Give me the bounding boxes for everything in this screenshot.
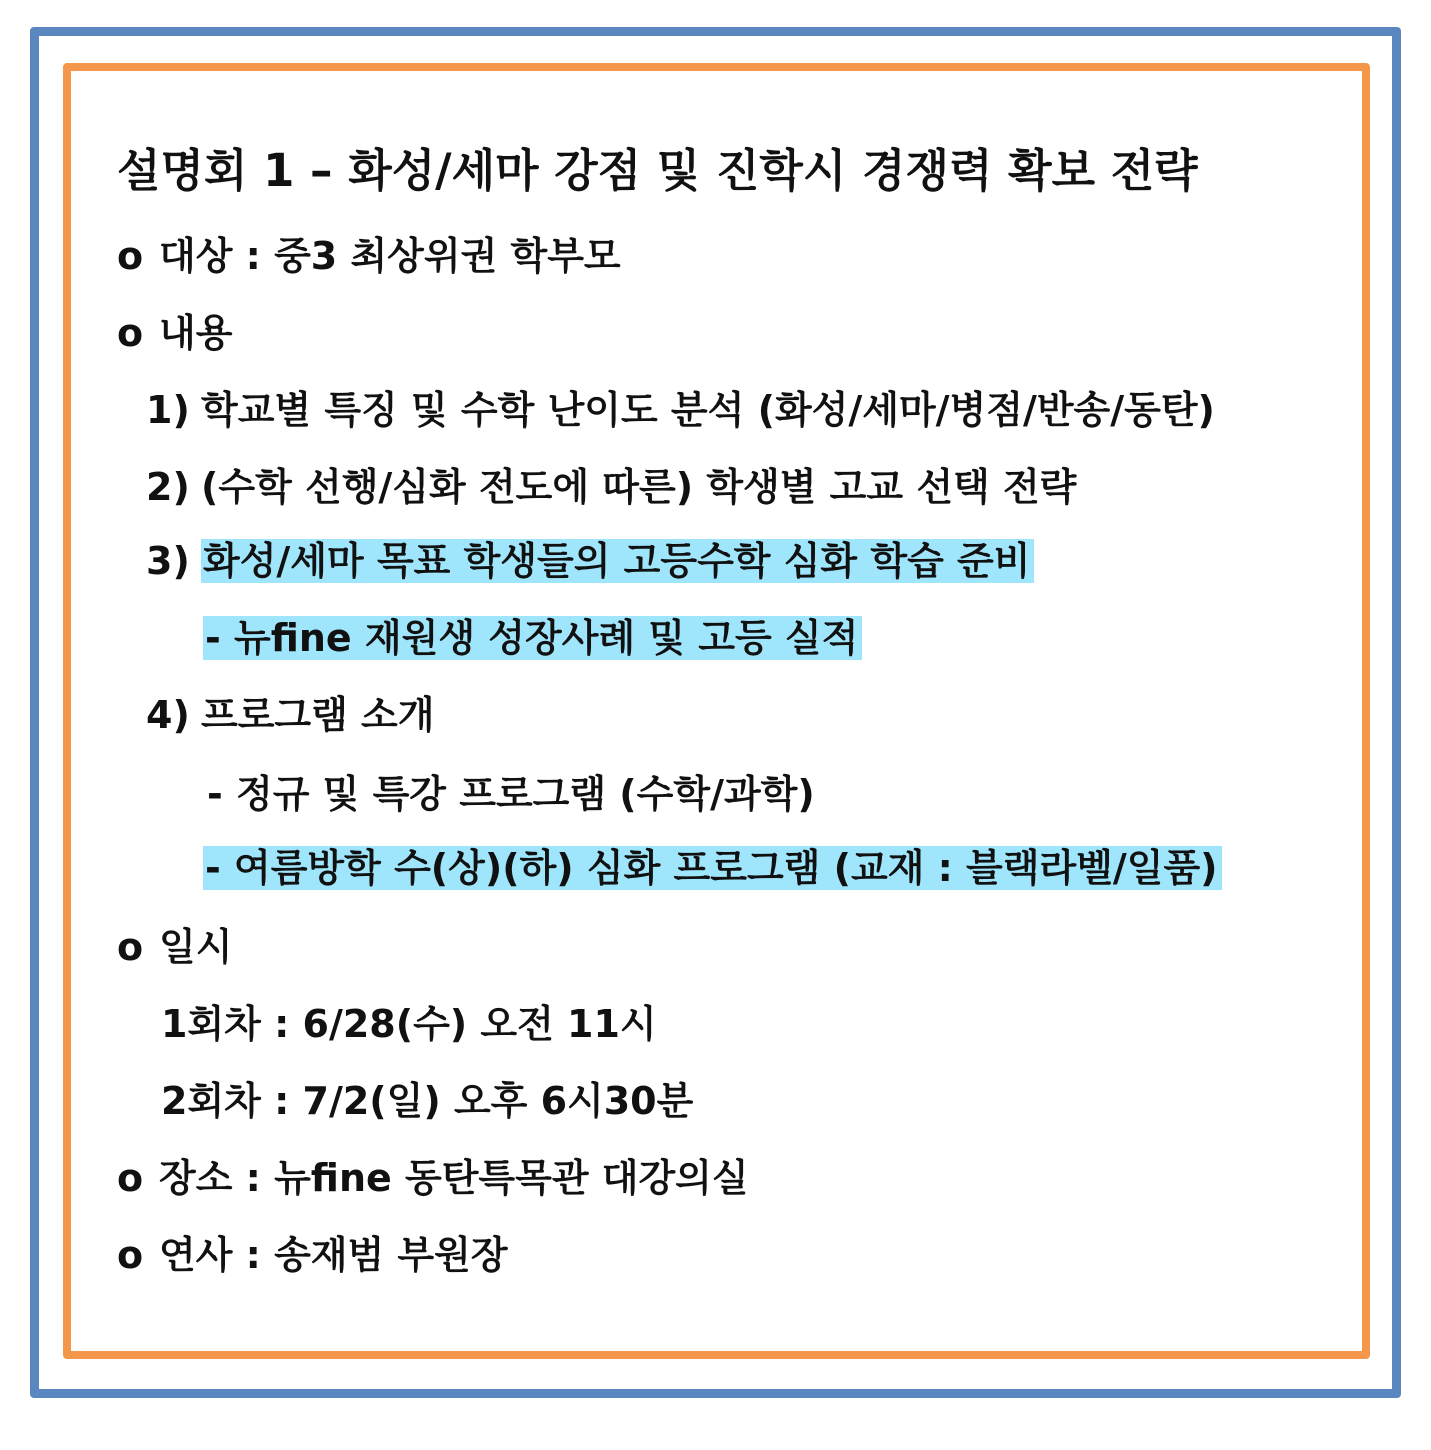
target-text: 대상 : 중3 최상위권 학부모 [159,234,621,278]
session-2: 2회차 : 7/2(일) 오후 6시30분 [161,1079,694,1123]
content-item-4-sub-2 [203,840,1222,896]
place-text: 장소 : 뉴fine 동탄특목관 대강의실 [159,1156,749,1200]
speaker-text: 연사 : 송재범 부원장 [159,1233,508,1277]
highlighted-item-text: 화성/세마 목표 학생들의 고등수학 심화 학습 준비 [201,539,1034,583]
bullet-marker: o [117,1156,144,1200]
content-item-3 [146,533,1034,589]
content-item-1 [146,382,1215,438]
bullet-marker: o [117,234,144,278]
highlighted-sub-text: - 여름방학 수(상)(하) 심화 프로그램 (교재 : 블랙라벨/일품) [203,846,1222,890]
target-line [117,228,621,284]
session-1: 1회차 : 6/28(수) 오전 11시 [161,1002,657,1046]
schedule-heading: 일시 [159,925,233,969]
item-number: 3) [146,539,190,583]
highlighted-sub-text: - 뉴fine 재원생 성장사례 및 고등 실적 [203,616,862,660]
item-text: 프로그램 소개 [201,693,435,737]
bullet-marker: o [117,925,144,969]
bullet-marker: o [117,1233,144,1277]
sub-text: - 정규 및 특강 프로그램 (수학/과학) [207,772,815,816]
place-line [117,1150,749,1206]
schedule-heading-line [117,919,232,975]
notice-title: 설명회 1 – 화성/세마 강점 및 진학시 경쟁력 확보 전략 [117,144,1198,197]
content-item-2 [146,459,1076,515]
speaker-line [117,1227,508,1283]
content-heading-line [117,305,232,361]
bullet-marker: o [117,311,144,355]
item-text: 학교별 특징 및 수학 난이도 분석 (화성/세마/병점/반송/동탄) [201,388,1215,432]
item-number: 1) [146,388,190,432]
content-item-4 [146,687,434,743]
item-text: (수학 선행/심화 전도에 따른) 학생별 고교 선택 전략 [201,465,1077,509]
content-item-3-sub [203,610,862,666]
item-number: 4) [146,693,190,737]
content-item-4-sub-1 [207,766,815,822]
content-heading: 내용 [159,311,233,355]
item-number: 2) [146,465,190,509]
